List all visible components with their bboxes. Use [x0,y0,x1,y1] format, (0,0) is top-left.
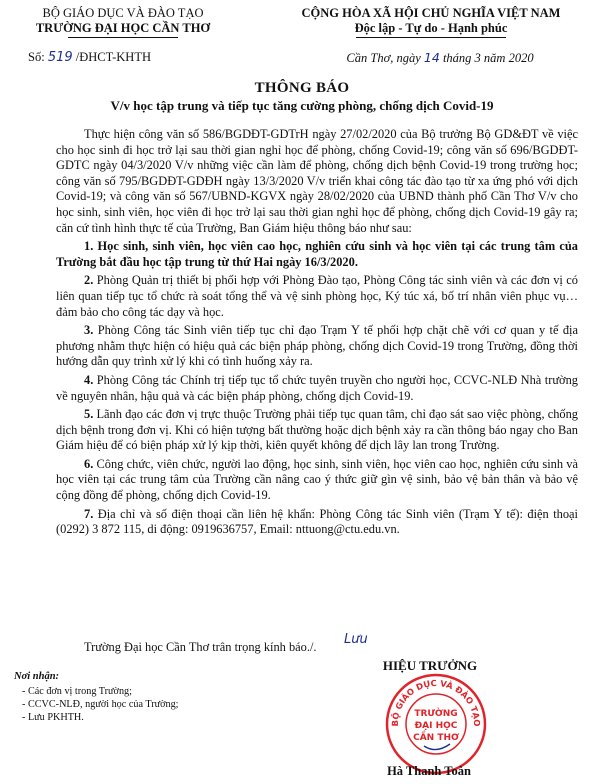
document-number [28,50,151,65]
doc-number-suffix: /ĐHCT-KHTH [75,50,151,64]
recipient-item: - CCVC-NLĐ, người học của Trường; [22,699,179,710]
date-suffix: tháng 3 năm 2020 [442,51,534,65]
signer-name: Hà Thanh Toàn [387,764,471,778]
signature-stroke [424,744,450,750]
item-2: 2. Phòng Quản trị thiết bị phối hợp với Phòng Đào tạo, Phòng Công tác sinh viên và các đơn vị có liên quan tiếp tục tổ chức rà soát tổng thể và vệ sinh phòng học, Ký túc xá, bố trí nhân viên phục vụ… đảm bảo cho công tác dạy và học. [56,273,578,319]
item-7: 7. Địa chỉ và số điện thoại cần liên hệ khẩn: Phòng Công tác Sinh viên (Trạm Y tế): điện thoại (0292) 3 872 115, di động: 0919636757, Email: nttuong@ctu.edu.vn. [56,506,578,537]
issuer-underline [68,37,178,38]
date-day-handwritten: 14 [423,50,440,65]
intro-paragraph: Thực hiện công văn số 586/BGDĐT-GDTrH ngày 27/02/2020 của Bộ trưởng Bộ GD&ĐT về việc cho học sinh đi học trở lại sau thời gian nghỉ học để phòng, chống Covid-19; công văn số 696/BGDĐT-GDTC ngày 04/3/2020 V/v những việc cần làm để phòng, chống dịch bệnh Covid-19 trong trường học; công văn số 795/BGDĐT-GDĐH ngày 13/3/2020 V/v triển khai công tác đào tạo từ xa ứng phó với dịch Covid-19; và công văn số 567/UBND-KGVX ngày 28/02/2020 của UBND thành phố Cần Thơ V/v cho học sinh, sinh viên, học viên đi học trở lại sau thời gian nghỉ học để phòng, chống dịch Covid-19 gây ra; căn cứ tình hình thực tế của Trường, Ban Giám hiệu thông báo như sau: [56,127,578,235]
seal-center-line-1: TRƯỜNG [414,709,458,719]
date-line [290,50,590,66]
doc-number-handwritten: 519 [47,50,73,65]
recipient-item: - Lưu PKHTH. [22,712,84,723]
item-5: 5. Lãnh đạo các đơn vị trực thuộc Trường phải tiếp tục quan tâm, chỉ đạo sát sao việc phòng, chống dịch bệnh trong đơn vị. Khi có hiện tượng bất thường hoặc dịch bệnh xảy ra cần thông báo ngay cho Ban Giám hiệu để có biện pháp xử lý kịp thời, kiên quyết không để dịch lây lan trong Trường. [56,407,578,453]
date-prefix: Cần Thơ, ngày [346,51,421,65]
republic-name: CỘNG HÒA XÃ HỘI CHỦ NGHĨA VIỆT NAM [301,6,561,20]
national-header [262,6,600,38]
motto-underline [356,37,506,38]
document-subtitle: V/v học tập trung và tiếp tục tăng cường phòng, chống dịch Covid-19 [110,98,494,113]
university-seal [384,672,488,776]
initial-signature: Lưu [344,632,368,647]
school-name: TRƯỜNG ĐẠI HỌC CẦN THƠ [35,21,211,35]
document-title: THÔNG BÁO [254,80,350,96]
item-6: 6. Công chức, viên chức, người lao động, học sinh, sinh viên, học viên cao học, nghiên cứu sinh và học viên tại các trung tâm của Trường cần nâng cao ý thức giữ gìn vệ sinh, bảo vệ bản thân và bảo vệ cộng đồng để phòng, chống dịch Covid-19. [56,456,578,503]
signer-title: HIỆU TRƯỞNG [382,658,478,673]
item-1: 1. Học sinh, sinh viên, học viên cao học, nghiên cứu sinh và học viên tại các trung tâm của Trường bắt đầu học tập trung từ thứ Hai ngày 16/3/2020. [56,239,578,269]
item-4: 4. Phòng Công tác Chính trị tiếp tục tổ chức tuyên truyền cho người học, CCVC-NLĐ Nhà trường về nguyên nhân, hậu quả và các biện pháp phòng, chống dịch Covid-19. [56,372,578,403]
document-body [56,127,578,541]
national-motto: Độc lập - Tự do - Hạnh phúc [354,21,508,35]
recipients-label: Nơi nhận: [14,671,60,682]
seal-center-line-3: CẦN THƠ [413,733,459,743]
issuer-block [8,6,238,38]
item-3: 3. Phòng Công tác Sinh viên tiếp tục chỉ đạo Trạm Y tế phối hợp chặt chẽ với cơ quan y tế địa phương nhằm thực hiện có hiệu quả các biện pháp phòng, chống dịch Covid-19 trong Trường, đồng thời hướng dẫn quy trình xử lý khi có tình huống xảy ra. [56,323,578,369]
doc-number-prefix: Số: [28,50,45,64]
recipients-block [14,670,234,724]
seal-arc-text: BỘ GIÁO DỤC VÀ ĐÀO TẠO [389,677,483,727]
recipient-item: - Các đơn vị trong Trường; [22,686,132,697]
closing-line: Trường Đại học Cần Thơ trân trọng kính báo./. [84,640,317,654]
seal-center-line-2: ĐẠI HỌC [414,721,458,731]
ministry-name: BỘ GIÁO DỤC VÀ ĐÀO TẠO [42,6,204,20]
